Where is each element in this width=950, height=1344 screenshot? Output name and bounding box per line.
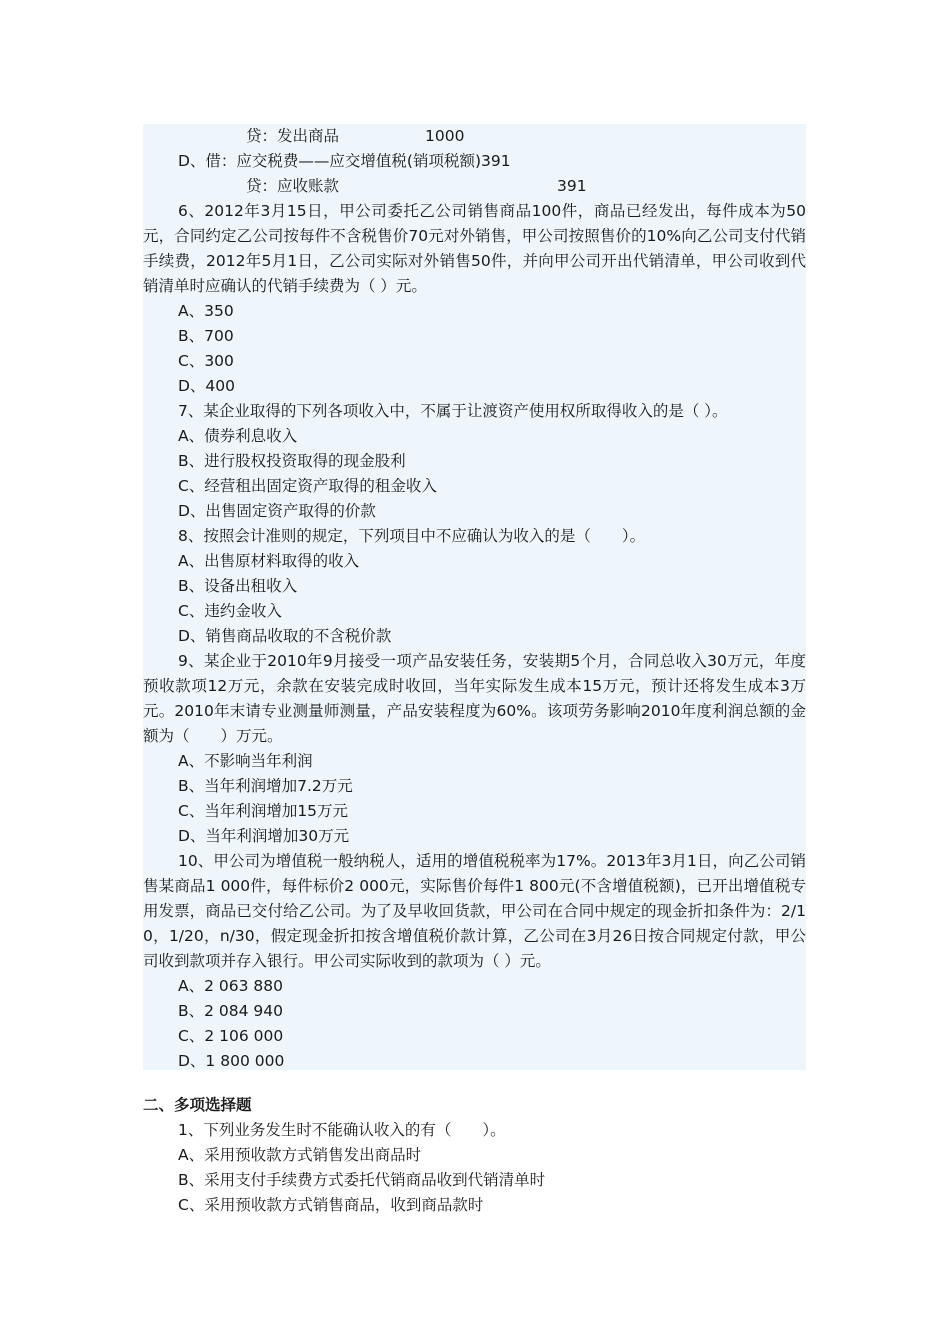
q5-c-credit-line	[143, 124, 806, 149]
q6-stem: 6、2012年3月15日，甲公司委托乙公司销售商品100件，商品已经发出，每件成本为50元，合同约定乙公司按每件不含税售价70元对外销售，甲公司按照售价的10%向乙公司支付代销手续费，2012年5月1日，乙公司实际对外销售50件，并向甲公司开出代销清单，甲公司收到代销清单时应确认的代销手续费为（ ）元。	[143, 202, 806, 295]
q8-option-a: A、出售原材料取得的收入	[178, 552, 360, 570]
q6-option-a: A、350	[178, 302, 234, 320]
q8-stem: 8、按照会计准则的规定，下列项目中不应确认为收入的是（ ）。	[178, 527, 646, 545]
q5-d-credit-label: 贷：应收账款	[246, 177, 340, 195]
section-title: 二、多项选择题	[143, 1096, 252, 1114]
q10-option-b: B、2 084 940	[178, 1002, 284, 1020]
q9-stem: 9、某企业于2010年9月接受一项产品安装任务，安装期5个月，合同总收入30万元，年度预收款项12万元，余款在安装完成时收回，当年实际发生成本15万元，预计还将发生成本3万元。2010年末请专业测量师测量，产品安装程度为60%。该项劳务影响2010年度利润总额的金额为（ ）万元。	[143, 652, 806, 745]
q10-stem: 10、甲公司为增值税一般纳税人，适用的增值税税率为17%。2013年3月1日，向乙公司销售某商品1 000件，每件标价2 000元，实际售价每件1 800元(不含增值税额)，已开出增值税专用发票，商品已交付给乙公司。为了及早收回货款，甲公司在合同中规定的现金折扣条件为：2/10，1/20，n/30，假定现金折扣按含增值税价款计算，乙公司在3月26日按合同规定付款，甲公司收到款项并存入银行。甲公司实际收到的款项为（ ）元。	[143, 852, 806, 970]
mq1-stem: 1、下列业务发生时不能确认收入的有（ ）。	[178, 1121, 506, 1139]
q8-option-c: C、违约金收入	[178, 602, 282, 620]
q6-option-b: B、700	[178, 327, 234, 345]
q10-option-a: A、2 063 880	[178, 977, 283, 995]
q7-stem: 7、某企业取得的下列各项收入中，不属于让渡资产使用权所取得收入的是（ ）。	[178, 402, 728, 420]
mq1-option-c: C、采用预收款方式销售商品，收到商品款时	[178, 1196, 484, 1214]
q5-option-d: D、借：应交税费——应交增值税(销项税额)391	[178, 152, 511, 170]
q9-option-d: D、当年利润增加30万元	[178, 827, 350, 845]
q9-option-c: C、当年利润增加15万元	[178, 802, 349, 820]
q9-option-b: B、当年利润增加7.2万元	[178, 777, 353, 795]
q10-option-c: C、2 106 000	[178, 1027, 284, 1045]
q5-d-credit-amount: 391	[557, 177, 587, 195]
q8-option-b: B、设备出租收入	[178, 577, 298, 595]
q7-option-c: C、经营租出固定资产取得的租金收入	[178, 477, 437, 495]
mq1-option-a: A、采用预收款方式销售发出商品时	[178, 1146, 422, 1164]
single-choice-questions	[143, 124, 806, 1074]
q6-option-c: C、300	[178, 352, 234, 370]
q5-c-credit-label: 贷：发出商品	[246, 127, 340, 145]
q10-option-d: D、1 800 000	[178, 1052, 285, 1070]
q5-d-credit-line	[143, 174, 806, 199]
multiple-choice-section	[143, 1093, 806, 1218]
q7-option-d: D、出售固定资产取得的价款	[178, 502, 376, 520]
q7-option-a: A、债券利息收入	[178, 427, 298, 445]
mq1-option-b: B、采用支付手续费方式委托代销商品收到代销清单时	[178, 1171, 546, 1189]
q7-option-b: B、进行股权投资取得的现金股利	[178, 452, 406, 470]
q6-option-d: D、400	[178, 377, 236, 395]
q9-option-a: A、不影响当年利润	[178, 752, 313, 770]
q8-option-d: D、销售商品收取的不含税价款	[178, 627, 392, 645]
q5-c-credit-amount: 1000	[425, 127, 465, 145]
